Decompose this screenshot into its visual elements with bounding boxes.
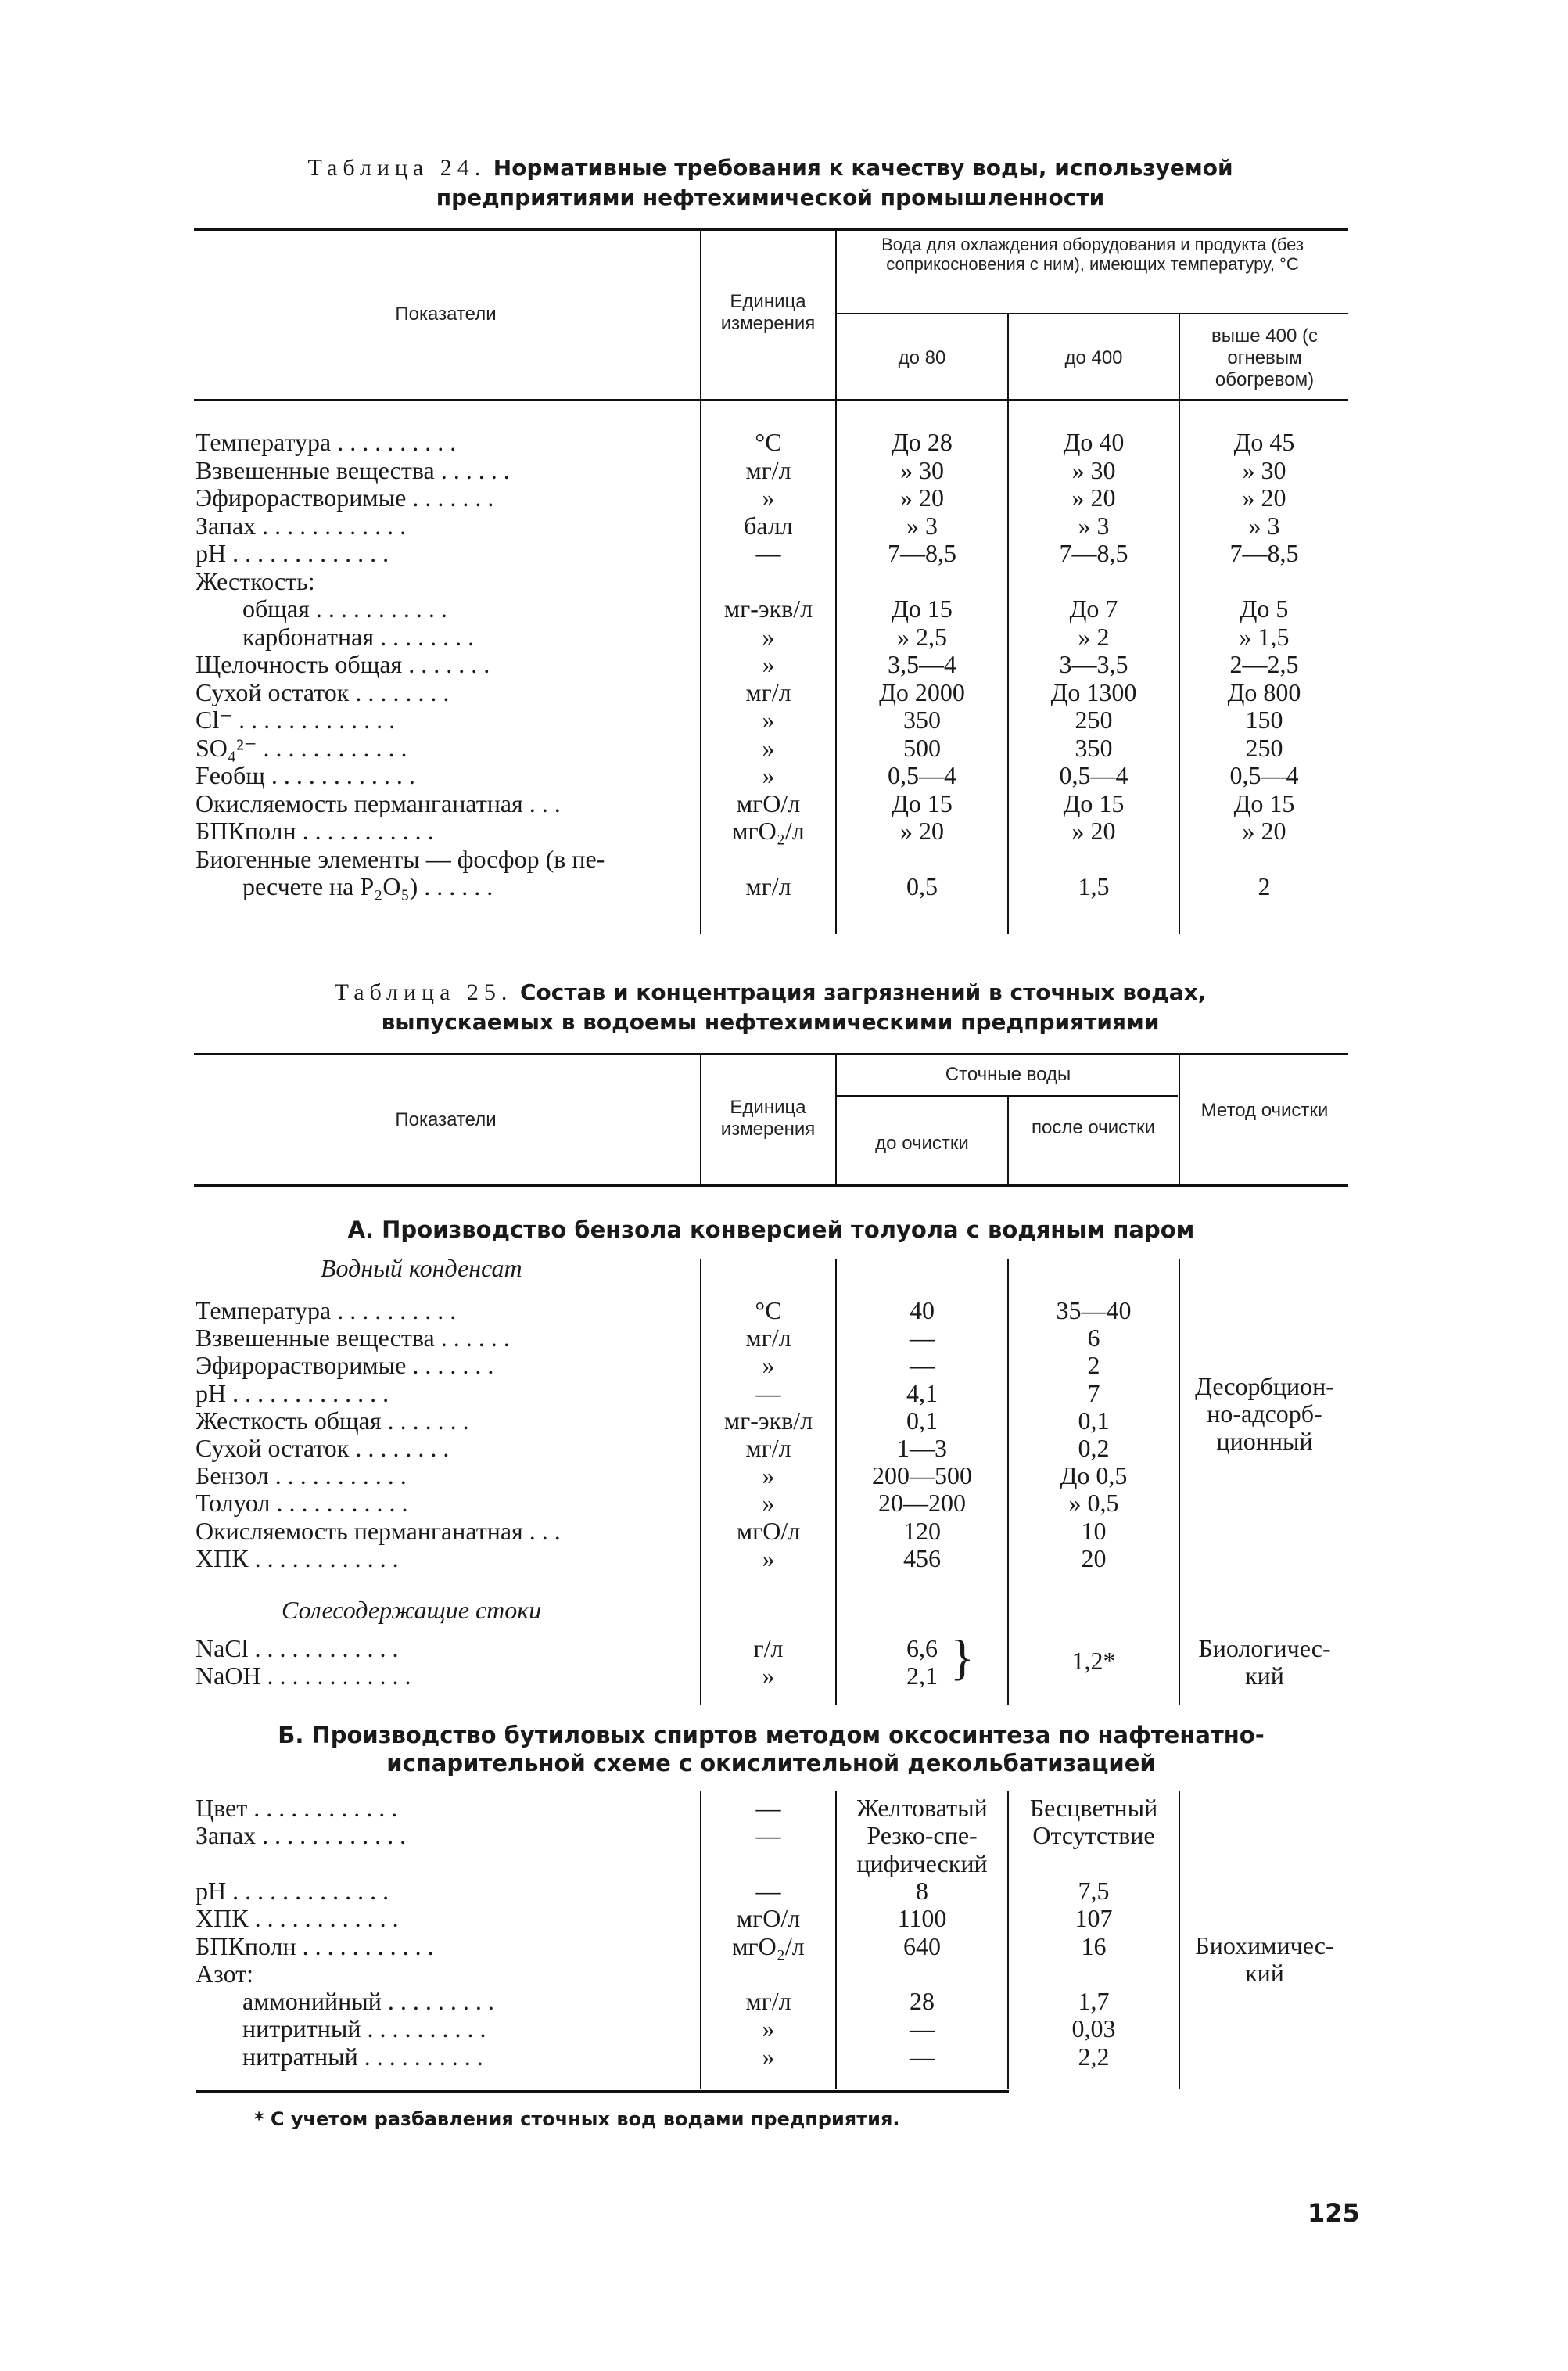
table25-header-rule	[194, 1184, 1348, 1187]
table24-row-v2: 7—8,5	[1059, 539, 1128, 567]
table24-row-label: БПКполн . . . . . . . . . . .	[196, 817, 434, 845]
table25-b-row-label: Запах . . . . . . . . . . . .	[196, 1822, 407, 1849]
table24-row-v3: 7—8,5	[1229, 539, 1299, 567]
table24-row-label: Сухой остаток . . . . . . . .	[196, 679, 450, 706]
table25-a-row-v2: 0,1	[1078, 1406, 1110, 1435]
table25-a-row-label: Бензол . . . . . . . . . . .	[196, 1462, 407, 1489]
section-a-method1-line3: ционный	[1216, 1427, 1313, 1455]
table25-b-row-v1: —	[910, 2014, 935, 2042]
table25-header-col2: после очистки	[1032, 1117, 1155, 1138]
table24-row-v2: » 2	[1078, 623, 1110, 651]
table25-a-row-unit: мг/л	[745, 1324, 791, 1352]
table25-a-row-label: ХПК . . . . . . . . . . . .	[196, 1545, 399, 1572]
table25-b-row-label: нитритный . . . . . . . . . .	[242, 2015, 486, 2042]
table25-a-row-v1: 1—3	[897, 1434, 947, 1462]
table24-row-v1: » 20	[900, 483, 944, 512]
table24-row-v3: » 20	[1242, 483, 1286, 512]
table24-row-unit: »	[762, 761, 775, 789]
table25-b-row-v2: Бесцветный	[1029, 1794, 1158, 1822]
table24-row-v3: До 15	[1233, 789, 1295, 817]
table24-row-v1: 0,5—4	[888, 761, 956, 789]
table24-row-v3: » 30	[1242, 456, 1286, 484]
table24-row-v2: 3—3,5	[1059, 650, 1128, 678]
table24-header-group: Вода для охлаждения оборудования и продукта (без соприкосновения с ним), имеющих температуру, °С	[881, 235, 1304, 274]
salts-brace: }	[950, 1629, 974, 1685]
section-a-method1-line2: но-адсорб-	[1207, 1399, 1322, 1428]
table24-row-v2: 350	[1075, 734, 1113, 762]
table24-header-col1: до 80	[898, 347, 946, 368]
table24-row-v1: 3,5—4	[888, 650, 956, 678]
table25-a-row-v1: 20—200	[878, 1489, 966, 1517]
table25-a-row-unit: мг-экв/л	[723, 1406, 813, 1435]
table25-a2-row-v1: 6,6	[906, 1634, 938, 1662]
table25-a2-row-label: NaOH . . . . . . . . . . . .	[196, 1662, 411, 1690]
table25-a-row-label: Взвешенные вещества . . . . . .	[196, 1324, 510, 1352]
table25-b-row-unit: »	[762, 2042, 775, 2071]
table24-row-label: ресчете на P₂O₅) . . . . . .	[242, 873, 493, 900]
table25-a-row-label: рН . . . . . . . . . . . . .	[196, 1380, 389, 1407]
table24-row-v3: 250	[1245, 734, 1283, 762]
table25-head-vrule-2	[835, 1055, 837, 1184]
table24-row-v1: » 2,5	[897, 623, 947, 651]
table24-row-label: Feобщ . . . . . . . . . . . .	[196, 762, 415, 789]
table25-b-row-unit: »	[762, 2014, 775, 2042]
table24-row-unit: мгО₂/л	[732, 817, 805, 845]
table24-row-v3: » 3	[1248, 512, 1280, 540]
table24-row-unit: мг-экв/л	[723, 595, 813, 623]
table25-a-row-v1: 456	[903, 1544, 941, 1572]
table25-a-row-v1: 0,1	[906, 1406, 938, 1435]
table25-header-unit: Единица измерения	[720, 1097, 816, 1140]
table25-head-vrule-3	[1007, 1097, 1009, 1184]
table25-a-row-v1: 200—500	[872, 1461, 972, 1489]
table25-a-row-label: Температура . . . . . . . . . .	[196, 1297, 457, 1324]
table25-b-row-v2: Отсутствие	[1032, 1821, 1155, 1849]
table25-a-row-label: Толуол . . . . . . . . . . .	[196, 1489, 408, 1517]
table25-head-vrule-1	[700, 1055, 701, 1184]
section-a-after2: 1,2*	[1071, 1647, 1116, 1675]
table24-row-v2: » 3	[1078, 512, 1110, 540]
table24-row-v3: » 1,5	[1239, 623, 1290, 651]
table24-row-v2: » 20	[1071, 817, 1116, 845]
table24-row-label: Запах . . . . . . . . . . . .	[196, 512, 407, 540]
table24-row-label: карбонатная . . . . . . . .	[242, 623, 475, 651]
table25-top-rule	[194, 1053, 1348, 1055]
table25-a-row-v2: 2	[1087, 1351, 1100, 1379]
table24-row-v2: До 1300	[1050, 678, 1137, 706]
table24-row-v1: 7—8,5	[888, 539, 956, 567]
table24-row-v1: » 20	[900, 817, 944, 845]
table25-a-row-label: Жесткость общая . . . . . . .	[196, 1407, 469, 1435]
table25-b-row-unit: —	[755, 1877, 781, 1905]
table24-row-unit: »	[762, 650, 775, 678]
table24-row-unit: »	[762, 483, 775, 512]
table24-row-v1: 500	[903, 734, 941, 762]
table24-row-v1: До 2000	[879, 678, 965, 706]
table25-a-row-v1: —	[910, 1351, 935, 1379]
table24-top-rule	[194, 228, 1348, 231]
section-a-method2-line1: Биологичес-	[1198, 1634, 1331, 1662]
table25-a-row-v2: » 0,5	[1068, 1489, 1119, 1517]
table24-row-unit: —	[755, 539, 781, 567]
table24-row-unit: »	[762, 706, 775, 734]
table24-row-v2: » 20	[1071, 483, 1116, 512]
table24-row-label: Жесткость:	[196, 568, 315, 595]
table25-b-row-v2: 0,03	[1071, 2014, 1116, 2042]
table25-b-row-v1: Желтоватый	[856, 1794, 988, 1822]
table25-a-row-v2: 35—40	[1056, 1296, 1132, 1324]
sec-b-vrule-4	[1179, 1791, 1180, 2089]
table24-row-v1: До 28	[892, 428, 953, 456]
table24-row-label: Окисляемость перманганатная . . .	[196, 790, 561, 817]
table24-row-unit: »	[762, 734, 775, 762]
table25-b-row-v2: 7,5	[1078, 1877, 1110, 1905]
table24-row-v3: 2—2,5	[1229, 650, 1299, 678]
table24-row-v2: До 7	[1069, 595, 1118, 623]
table25-b-row-label: Азот:	[196, 1960, 254, 1988]
table24-row-v2: 0,5—4	[1059, 761, 1128, 789]
table25-a2-row-unit: г/л	[753, 1634, 784, 1662]
table25-b-row-label: БПКполн . . . . . . . . . . .	[196, 1933, 434, 1960]
table25-a-row-unit: °С	[755, 1296, 782, 1324]
table25-b-row-v2: 107	[1075, 1904, 1113, 1932]
table25-b-row-unit: мг/л	[745, 1987, 791, 2015]
table25-a-row-unit: »	[762, 1351, 775, 1379]
table24-header-unit: Единица измерения	[720, 291, 816, 334]
table25-a-row-v2: 10	[1081, 1517, 1107, 1545]
table24-row-label: Взвешенные вещества . . . . . .	[196, 457, 510, 484]
table24-row-v1: 0,5	[906, 872, 938, 900]
table24-row-v3: До 800	[1227, 678, 1301, 706]
section-a-title: А. Производство бензола конверсией толуола с водяным паром	[347, 1216, 1195, 1243]
table24-row-label: Эфирорастворимые . . . . . . .	[196, 484, 494, 512]
table25-a2-row-label: NaCl . . . . . . . . . . . .	[196, 1635, 399, 1662]
table24-header-col2: до 400	[1064, 347, 1123, 368]
section-a-sub1: Водный конденсат	[321, 1254, 522, 1282]
table24-row-label: Cl⁻ . . . . . . . . . . . . .	[196, 706, 396, 734]
table24-lead: Таблица 24.	[307, 155, 486, 181]
table25-a-row-label: Окисляемость перманганатная . . .	[196, 1518, 561, 1545]
table25-b-row-unit: —	[755, 1821, 781, 1849]
table25-bottom-rule	[196, 2090, 1009, 2093]
section-b-title-line2: испарительной схеме с окислительной декольбатизацией	[386, 1750, 1156, 1776]
table24-title-line2: предприятиями нефтехимической промышленности	[436, 185, 1105, 210]
table25-a-row-v1: 4,1	[906, 1379, 938, 1407]
table25-b-row-label: Цвет . . . . . . . . . . . .	[196, 1794, 398, 1822]
table25-b-row-label: нитратный . . . . . . . . . .	[242, 2043, 483, 2071]
table25-a2-row-v1: 2,1	[906, 1661, 938, 1690]
table24-row-v3: 150	[1245, 706, 1283, 734]
section-a-method2-line2: кий	[1245, 1661, 1284, 1690]
table25-b-row-unit: —	[755, 1794, 781, 1822]
table24-row-v2: 250	[1075, 706, 1113, 734]
table25-a-row-label: Эфирорастворимые . . . . . . .	[196, 1352, 494, 1379]
table25-b-row-unit: мгО/л	[736, 1904, 801, 1932]
section-a-sub2: Солесодержащие стоки	[282, 1596, 542, 1624]
table24-row-unit: балл	[744, 512, 793, 540]
table25-header-col1: до очистки	[875, 1133, 969, 1154]
table25-a-row-v2: 7	[1087, 1379, 1100, 1407]
table24-row-v2: До 15	[1063, 789, 1125, 817]
sec-a-vrule-4	[1179, 1259, 1180, 1705]
table25-a-row-unit: мг/л	[745, 1434, 791, 1462]
table24-row-v1: До 15	[892, 595, 953, 623]
page-number: 125	[1308, 2198, 1360, 2228]
table24-row-v3: До 5	[1240, 595, 1289, 623]
table25-header-col3: Метод очистки	[1200, 1100, 1329, 1121]
table25-b-row-v2: 2,2	[1078, 2042, 1110, 2071]
table24-row-v3: До 45	[1233, 428, 1295, 456]
footnote: * С учетом разбавления сточных вод водами предприятия.	[254, 2108, 900, 2130]
table25-b-row-label: рН . . . . . . . . . . . . .	[196, 1877, 389, 1905]
table25-a-row-v2: 20	[1081, 1544, 1107, 1572]
table24-row-unit: мг/л	[745, 678, 791, 706]
table24-row-v1: До 15	[892, 789, 953, 817]
table25-b-row-v1: цифический	[856, 1849, 988, 1877]
table25-a-row-v2: 6	[1087, 1324, 1100, 1352]
table24-header-rule	[194, 399, 1348, 401]
table25-head-vrule-4	[1179, 1055, 1180, 1184]
table24-row-v3: 2	[1258, 872, 1271, 900]
table25-header-group: Сточные воды	[945, 1064, 1071, 1085]
table25-a-row-v2: До 0,5	[1060, 1461, 1128, 1489]
table25-b-row-label: ХПК . . . . . . . . . . . .	[196, 1905, 399, 1932]
section-a-method1-line1: Десорбцион-	[1195, 1372, 1334, 1400]
table24-row-v2: До 40	[1063, 428, 1125, 456]
section-b-method-line2: кий	[1245, 1959, 1284, 1987]
table24-row-label: SO₄²⁻ . . . . . . . . . . . .	[196, 735, 407, 762]
table24-row-unit: мгО/л	[736, 789, 801, 817]
table25-b-row-unit: мгО₂/л	[732, 1932, 805, 1960]
table25-b-row-v1: 8	[916, 1877, 928, 1905]
table25-a-row-v2: 0,2	[1078, 1434, 1110, 1462]
table24-row-v2: » 30	[1071, 456, 1116, 484]
table25-b-row-v1: Резко-спе-	[867, 1821, 978, 1849]
table24-header-col3: выше 400 (с огневым обогревом)	[1211, 325, 1318, 390]
table24-title-line1: Нормативные требования к качеству воды, используемой	[493, 155, 1233, 181]
table24-row-label: Щелочность общая . . . . . . .	[196, 651, 490, 678]
table25-title-line2: выпускаемых в водоемы нефтехимическими предприятиями	[381, 1009, 1160, 1035]
table24-caption	[188, 153, 1353, 213]
table24-row-v1: 350	[903, 706, 941, 734]
table25-a-row-v1: —	[910, 1324, 935, 1352]
table24-row-label: Температура . . . . . . . . . .	[196, 429, 457, 456]
table24-row-unit: мг/л	[745, 456, 791, 484]
table25-a2-row-unit: »	[762, 1661, 775, 1690]
table24-row-label: рН . . . . . . . . . . . . .	[196, 540, 389, 567]
table24-row-label: общая . . . . . . . . . . .	[242, 595, 447, 623]
table24-header-indicators: Показатели	[395, 304, 497, 325]
table25-b-row-v2: 1,7	[1078, 1987, 1110, 2015]
table25-header-indicators: Показатели	[395, 1109, 497, 1130]
table25-a-row-unit: »	[762, 1544, 775, 1572]
table24-row-unit: °С	[755, 428, 782, 456]
table24-row-unit: »	[762, 623, 775, 651]
table25-a-row-unit: »	[762, 1461, 775, 1489]
table25-a-row-v1: 120	[903, 1517, 941, 1545]
table25-b-row-v2: 16	[1081, 1932, 1107, 1960]
table24-row-v1: » 3	[906, 512, 938, 540]
table25-lead: Таблица 25.	[334, 979, 513, 1005]
table24-row-v1: » 30	[900, 456, 944, 484]
table25-b-row-v1: 28	[910, 1987, 935, 2015]
table25-a-row-v1: 40	[910, 1296, 935, 1324]
table25-a-row-label: Сухой остаток . . . . . . . .	[196, 1435, 450, 1462]
section-b-method-line1: Биохимичес-	[1195, 1931, 1334, 1960]
table24-row-label: Биогенные элементы — фосфор (в пе-	[196, 846, 605, 873]
table24-row-v3: » 20	[1242, 817, 1286, 845]
table25-caption	[188, 978, 1353, 1037]
table24-group-rule	[837, 313, 1348, 314]
table25-b-row-v1: —	[910, 2042, 935, 2071]
table25-b-row-v1: 640	[903, 1932, 941, 1960]
table24-row-v3: 0,5—4	[1229, 761, 1299, 789]
table25-a-row-unit: мгО/л	[736, 1517, 801, 1545]
table24-row-unit: мг/л	[745, 872, 791, 900]
table24-row-v2: 1,5	[1078, 872, 1110, 900]
table25-a-row-unit: —	[755, 1379, 781, 1407]
table25-b-row-label: аммонийный . . . . . . . . .	[242, 1988, 494, 2015]
section-b-title-line1: Б. Производство бутиловых спиртов методом оксосинтеза по нафтенатно-	[278, 1722, 1265, 1748]
table25-a-row-unit: »	[762, 1489, 775, 1517]
table25-title-line1: Состав и концентрация загрязнений в сточных водах,	[519, 979, 1207, 1005]
table25-b-row-v1: 1100	[897, 1904, 947, 1932]
